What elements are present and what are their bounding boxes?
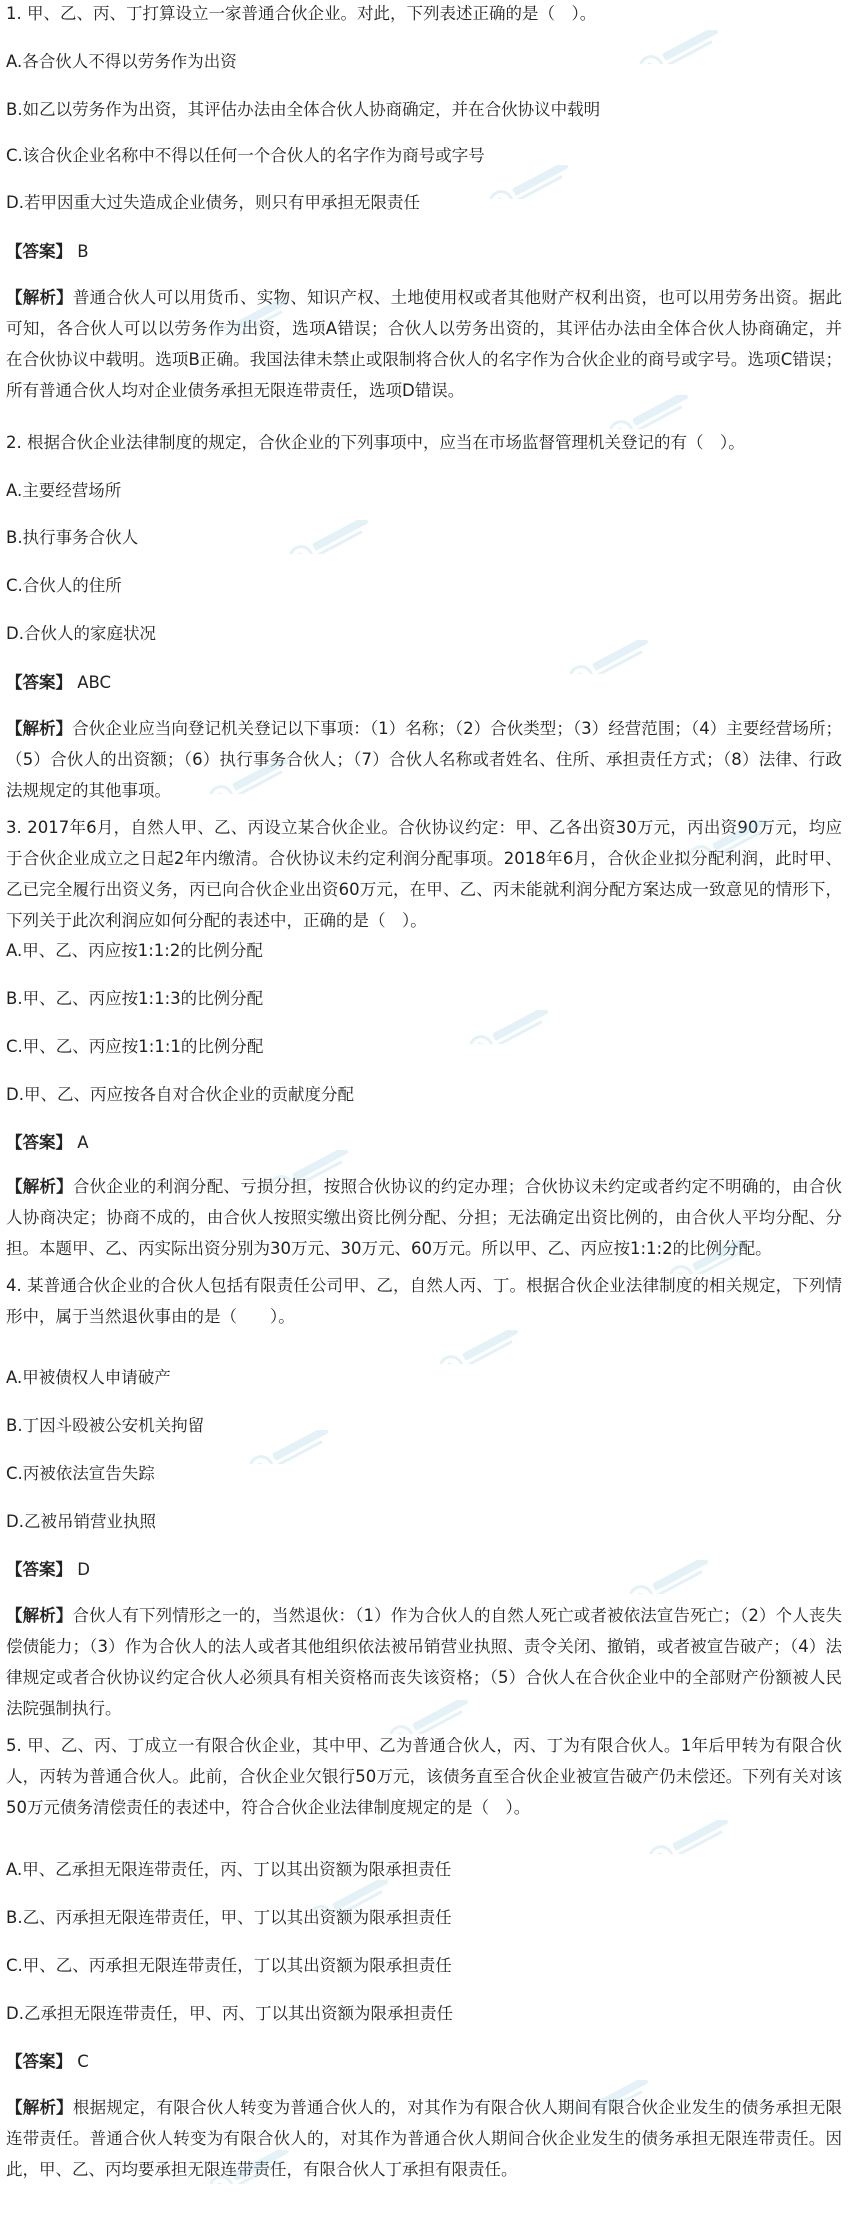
option-b: B.如乙以劳务作为出资，其评估办法由全体合伙人协商确定，并在合伙协议中载明 [6, 100, 601, 119]
analysis-paragraph [6, 2092, 842, 2185]
analysis-text: 合伙人有下列情形之一的，当然退伙：（1）作为合伙人的自然人死亡或者被依法宣告死亡；（2）个人丧失偿债能力；（3）作为合伙人的法人或者其他组织依法被吊销营业执照、责令关闭、撤销，或者被宣告破产；（4）法律规定或者合伙协议约定合伙人必须具有相关资格而丧失该资格；（5）合伙人在合伙企业中的全部财产份额被人民法院强制执行。 [6, 1606, 843, 1718]
option-c: C.丙被依法宣告失踪 [6, 1464, 155, 1483]
option-d: D.乙承担无限连带责任，甲、丙、丁以其出资额为限承担责任 [6, 2004, 453, 2023]
analysis-text: 合伙企业应当向登记机关登记以下事项：（1）名称；（2）合伙类型；（3）经营范围；（4）主要经营场所；（5）合伙人的出资额；（6）执行事务合伙人；（7）合伙人名称或者姓名、住所、承担责任方式；（8）法律、行政法规规定的其他事项。 [6, 719, 842, 800]
analysis-paragraph [6, 1171, 842, 1264]
option-a: A.主要经营场所 [6, 481, 122, 500]
answer-tag: 【答案】 [6, 1133, 72, 1152]
question-stem: 5. 甲、乙、丙、丁成立一有限合伙企业，其中甲、乙为普通合伙人，丙、丁为有限合伙人。1年后甲转为有限合伙人，丙转为普通合伙人。此前，合伙企业欠银行50万元，该债务直至合伙企业被宣告破产仍未偿还。下列有关对该50万元债务清偿责任的表述中，符合合伙企业法律制度规定的是（ ）。 [6, 1736, 842, 1817]
answer-line [6, 671, 842, 695]
answer-line [6, 1558, 842, 1582]
answer-tag: 【答案】 [6, 242, 72, 261]
answer-tag: 【答案】 [6, 2052, 72, 2071]
option-b: B.乙、丙承担无限连带责任，甲、丁以其出资额为限承担责任 [6, 1908, 452, 1927]
option-b: B.甲、乙、丙应按1:1:3的比例分配 [6, 989, 264, 1008]
option-d: D.合伙人的家庭状况 [6, 624, 156, 643]
answer-line [6, 240, 842, 264]
option-c: C.该合伙企业名称中不得以任何一个合伙人的名字作为商号或字号 [6, 146, 485, 165]
answer-value: A [72, 1133, 89, 1152]
answer-value: C [72, 2052, 89, 2071]
analysis-tag: 【解析】 [6, 288, 73, 307]
answer-tag: 【答案】 [6, 1560, 72, 1579]
option-a: A.甲被债权人申请破产 [6, 1368, 171, 1387]
answer-line [6, 2050, 842, 2074]
analysis-text: 根据规定，有限合伙人转变为普通合伙人的，对其作为有限合伙人期间有限合伙企业发生的债务承担无限连带责任。普通合伙人转变为有限合伙人的，对其作为普通合伙人期间合伙企业发生的债务承担无限连带责任。因此，甲、乙、丙均要承担无限连带责任，有限合伙人丁承担有限责任。 [6, 2098, 843, 2179]
option-c: C.甲、乙、丙承担无限连带责任，丁以其出资额为限承担责任 [6, 1956, 452, 1975]
analysis-tag: 【解析】 [6, 1177, 73, 1196]
analysis-tag: 【解析】 [6, 719, 73, 738]
option-a: A.甲、乙承担无限连带责任，丙、丁以其出资额为限承担责任 [6, 1860, 452, 1879]
option-c: C.合伙人的住所 [6, 576, 122, 595]
answer-line [6, 1131, 842, 1155]
analysis-tag: 【解析】 [6, 1606, 73, 1625]
option-b: B.丁因斗殴被公安机关拘留 [6, 1416, 205, 1435]
answer-value: ABC [72, 673, 112, 692]
analysis-paragraph [6, 1600, 842, 1724]
answer-value: D [72, 1560, 90, 1579]
analysis-text: 合伙企业的利润分配、亏损分担，按照合伙协议的约定办理；合伙协议未约定或者约定不明确的，由合伙人协商决定；协商不成的，由合伙人按照实缴出资比例分配、分担；无法确定出资比例的，由合伙人平均分配、分担。本题甲、乙、丙实际出资分别为30万元、30万元、60万元。所以甲、乙、丙应按1:1:2的比例分配。 [6, 1177, 843, 1258]
option-d: D.若甲因重大过失造成企业债务，则只有甲承担无限责任 [6, 193, 420, 212]
option-c: C.甲、乙、丙应按1:1:1的比例分配 [6, 1037, 264, 1056]
option-d: D.甲、乙、丙应按各自对合伙企业的贡献度分配 [6, 1085, 354, 1104]
option-b: B.执行事务合伙人 [6, 528, 139, 547]
analysis-text: 普通合伙人可以用货币、实物、知识产权、土地使用权或者其他财产权利出资，也可以用劳务出资。据此可知，各合伙人可以以劳务作为出资，选项A错误；合伙人以劳务出资的，其评估办法由全体合伙人协商确定，并在合伙协议中载明。选项B正确。我国法律未禁止或限制将合伙人的名字作为合伙企业的商号或字号。选项C错误；所有普通合伙人均对企业债务承担无限连带责任，选项D错误。 [6, 288, 843, 400]
analysis-tag: 【解析】 [6, 2098, 73, 2117]
watermark-logo-icon [430, 1330, 550, 1364]
question-stem: 1. 甲、乙、丙、丁打算设立一家普通合伙企业。对此，下列表述正确的是（ ）。 [6, 4, 597, 23]
option-d: D.乙被吊销营业执照 [6, 1512, 156, 1531]
answer-tag: 【答案】 [6, 673, 72, 692]
question-stem: 3. 2017年6月，自然人甲、乙、丙设立某合伙企业。合伙协议约定：甲、乙各出资30万元，丙出资90万元，均应于合伙企业成立之日起2年内缴清。合伙协议未约定利润分配事项。2018年6月，合伙企业拟分配利润，此时甲、乙已完全履行出资义务，丙已向合伙企业出资60万元，在甲、乙、丙未能就利润分配方案达成一致意见的情形下，下列关于此次利润应如何分配的表述中，正确的是（ ）。 [6, 818, 842, 930]
analysis-paragraph [6, 282, 842, 406]
answer-value: B [72, 242, 89, 261]
analysis-paragraph [6, 713, 842, 806]
option-a: A.甲、乙、丙应按1:1:2的比例分配 [6, 941, 263, 960]
watermark-logo-icon [640, 1820, 760, 1854]
option-a: A.各合伙人不得以劳务作为出资 [6, 52, 237, 71]
question-stem: 4. 某普通合伙企业的合伙人包括有限责任公司甲、乙，自然人丙、丁。根据合伙企业法律制度的相关规定，下列情形中，属于当然退伙事由的是（ ）。 [6, 1276, 842, 1326]
question-stem: 2. 根据合伙企业法律制度的规定，合伙企业的下列事项中，应当在市场监督管理机关登记的有（ ）。 [6, 433, 745, 452]
